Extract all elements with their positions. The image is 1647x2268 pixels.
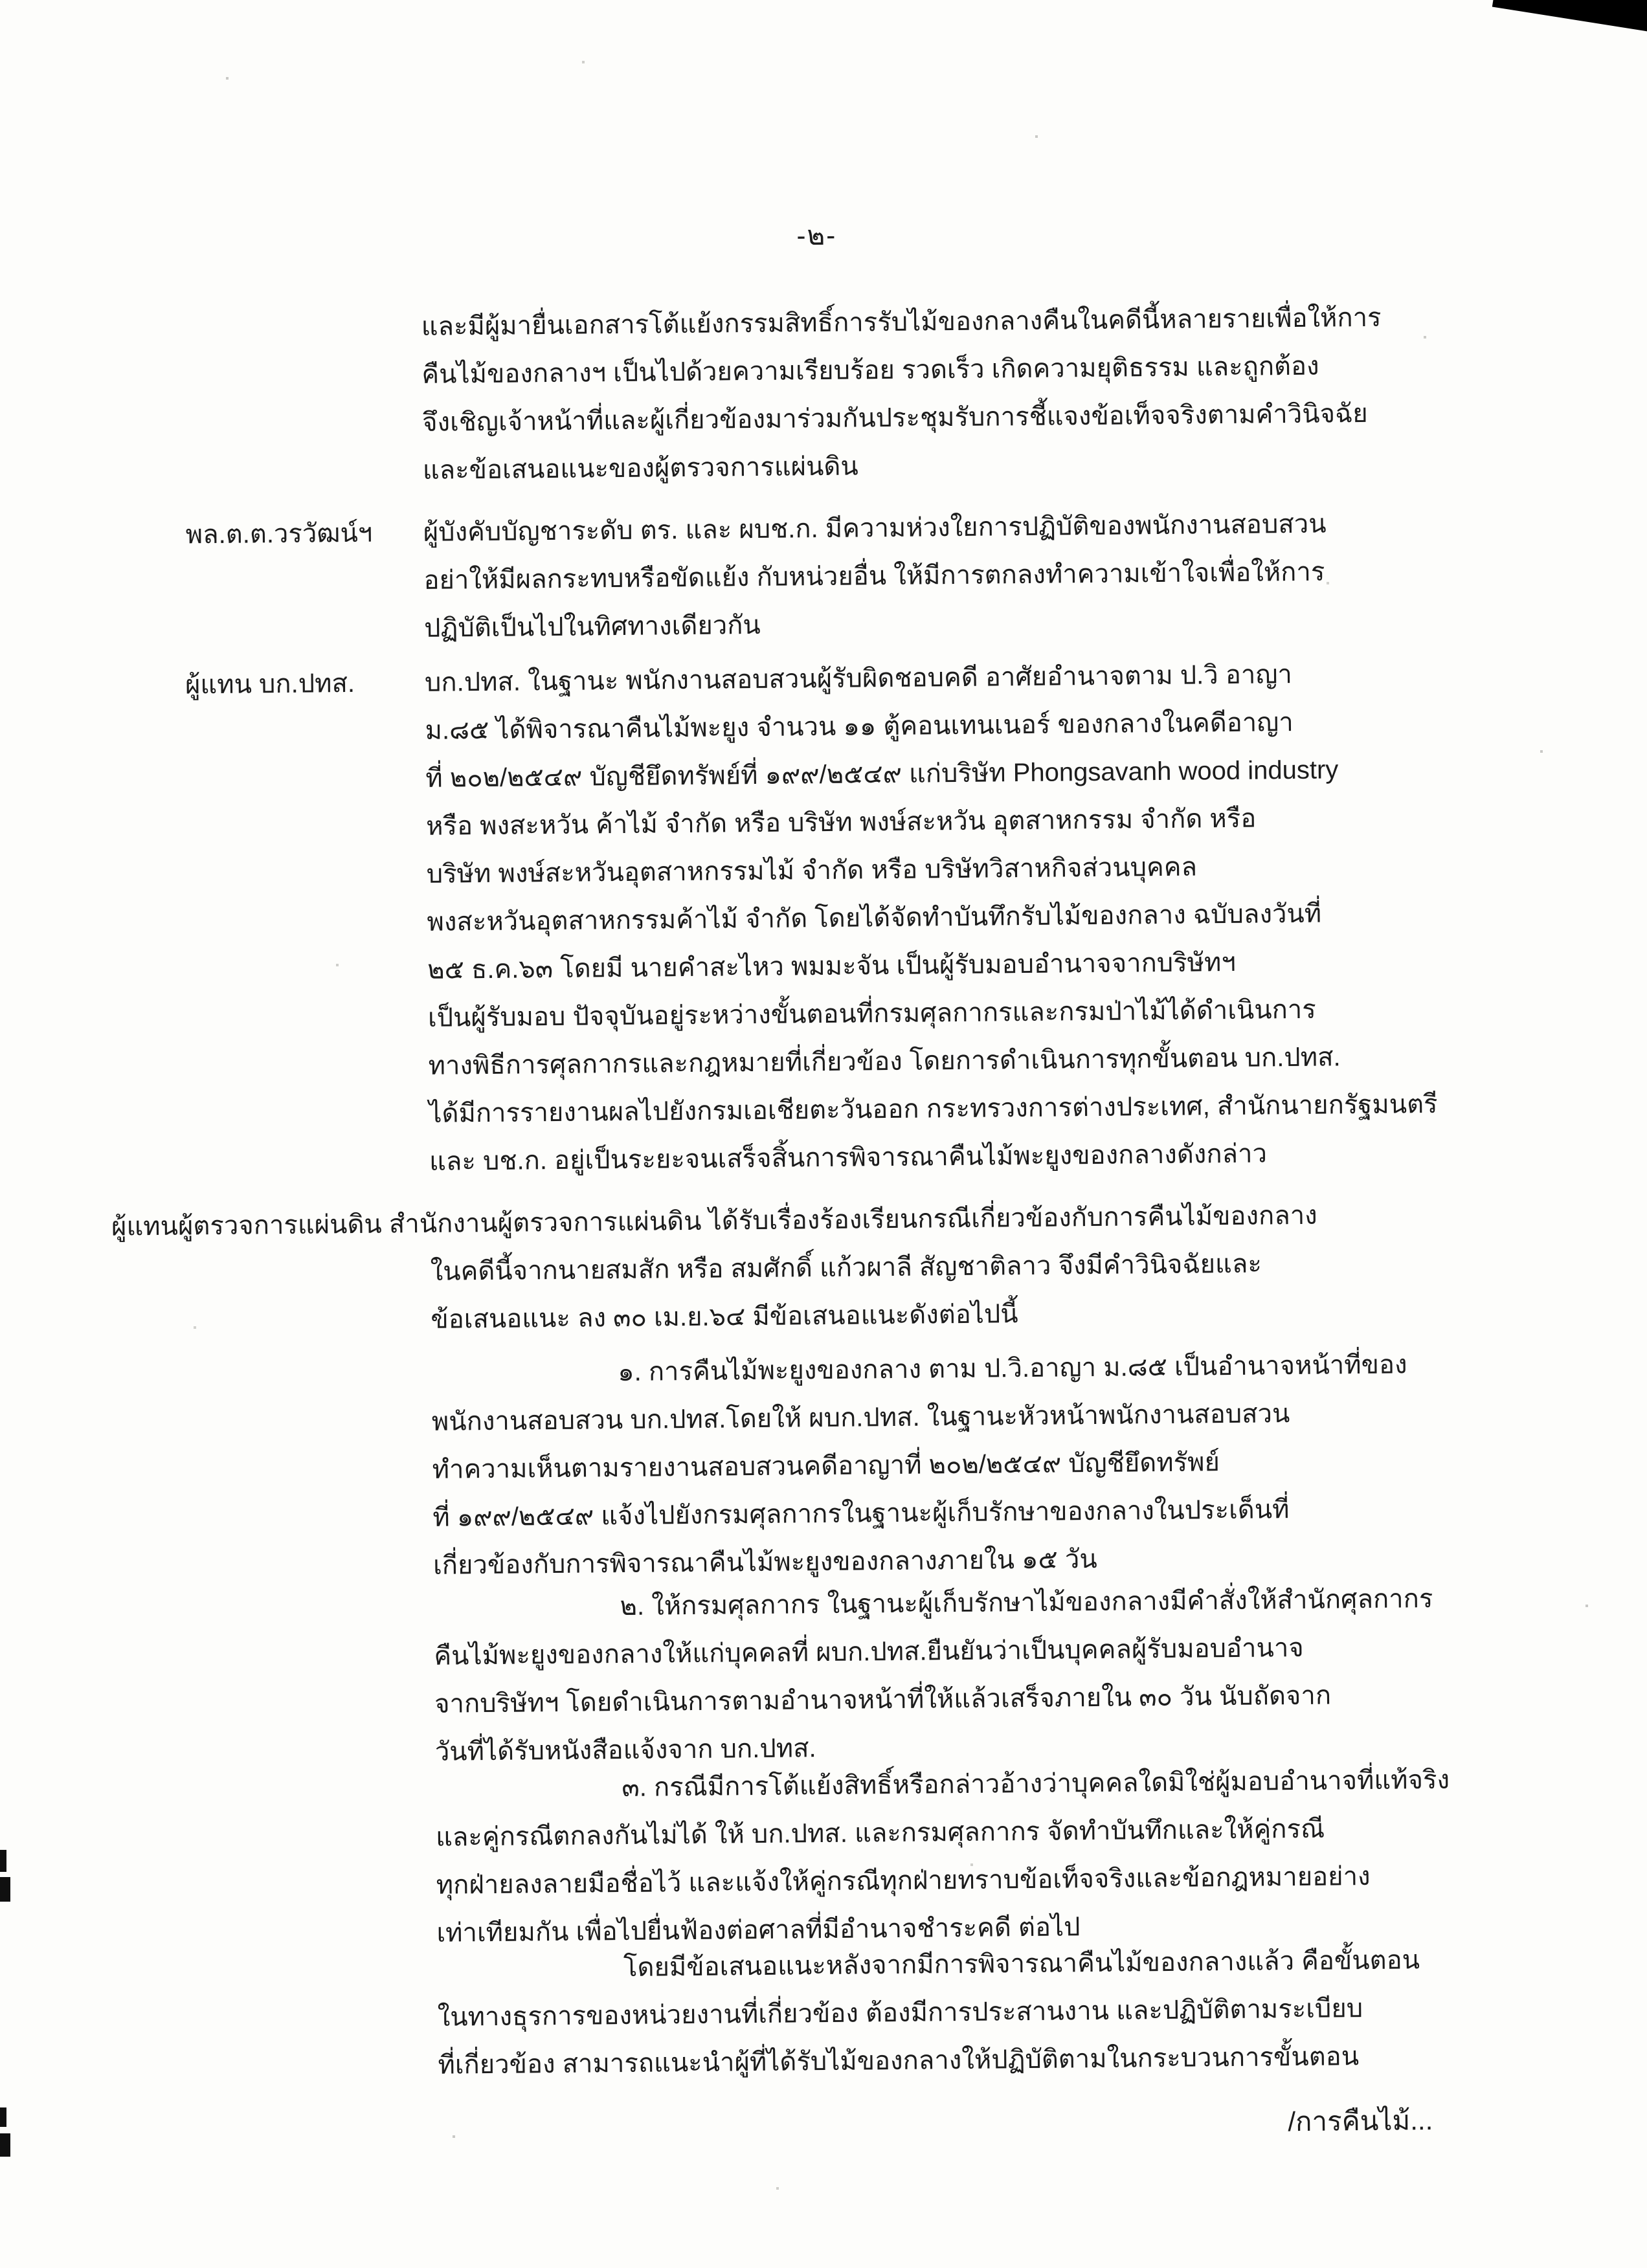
recommendation-item-1: ๑. การคืนไม้พะยูงของกลาง ตาม ป.วิ.อาญา ม.๘๕ เป็นอำนาจหน้าที่ของ พนักงานสอบสวน บก.ปทส.โดยให้ ผบก.ปทส. ในฐานะหัวหน้าพนักงานสอบสวน ทำความเห็นตามรายงานสอบสวนคดีอาญาที่ ๒๐๒/๒๕๔๙ บัญชียึดทรัพย์ ที่ ๑๙๙/๒๕๔๙ แจ้งไปยังกรมศุลกากรในฐานะผู้เก็บรักษาของกลางในประเด็นที่ เกี่ยวข้องกับการพิจารณาคืนไม้พะยูงของกลางภายใน ๑๕ วัน — [431, 1350, 1407, 1580]
scan-artifact-left-edge — [0, 2133, 10, 2157]
continuation-marker: /การคืนไม้... — [1288, 2105, 1433, 2137]
scan-speckles — [0, 0, 1, 1]
page-number: -๒- — [796, 219, 837, 251]
speaker-label-nred-representative: ผู้แทน บก.ปทส. — [185, 669, 355, 700]
speaker-label-pol-maj-gen-worawat: พล.ต.ต.วรวัฒน์ฯ — [185, 518, 373, 550]
paragraph-pol-maj-gen-worawat: ผู้บังคับบัญชาระดับ ตร. และ ผบช.ก. มีความห่วงใยการปฏิบัติของพนักงานสอบสวน อย่าให้มีผลกระทบหรือขัดแย้ง กับหน่วยอื่น ให้มีการตกลงทำความเข้าใจเพื่อให้การ ปฏิบัติเป็นไปในทิศทางเดียวกัน — [423, 509, 1327, 643]
ombudsman-intro-text: สำนักงานผู้ตรวจการแผ่นดิน ได้รับเรื่องร้องเรียนกรณีเกี่ยวข้องกับการคืนไม้ของกลาง ในคดีนี้จากนายสมสัก หรือ สมศักดิ์ แก้วผาลี สัญชาติลาว จึงมีคำวินิจฉัยและ ข้อเสนอแนะ ลง ๓๐ เม.ย.๖๔ มีข้อเสนอแนะดังต่อไปนี้ — [388, 1201, 1317, 1334]
paragraph-ombudsman-intro — [111, 1190, 1518, 1347]
recommendation-item-3: ๓. กรณีมีการโต้แย้งสิทธิ์หรือกล่าวอ้างว่าบุคคลใดมิใช่ผู้มอบอำนาจที่แท้จริง และคู่กรณีตกลงกันไม่ได้ ให้ บก.ปทส. และกรมศุลกากร จัดทำบันทึกและให้คู่กรณี ทุกฝ่ายลงลายมือชื่อไว้ และแจ้งให้คู่กรณีทุกฝ่ายทราบข้อเท็จจริงและข้อกฎหมายอย่าง เท่าเทียมกัน เพื่อไปยื่นฟ้องต่อศาลที่มีอำนาจชำระคดี ต่อไป — [435, 1765, 1450, 1948]
speaker-label-ombudsman-representative: ผู้แทนผู้ตรวจการแผ่นดิน — [111, 1210, 382, 1241]
scan-artifact-left-edge — [0, 2107, 6, 2127]
paragraph-continuation: และมีผู้มายื่นเอกสารโต้แย้งกรรมสิทธิ์การรับไม้ของกลางคืนในคดีนี้หลายรายเพื่อให้การ คืนไม้ของกลางฯ เป็นไปด้วยความเรียบร้อย รวดเร็ว เกิดความยุติธรรม และถูกต้อง จึงเชิญเจ้าหน้าที่และผู้เกี่ยวข้องมาร่วมกันประชุมรับการชี้แจงข้อเท็จจริงตามคำวินิจฉัย และข้อเสนอแนะของผู้ตรวจการแผ่นดิน — [421, 303, 1382, 485]
paragraph-closing-recommendation: โดยมีข้อเสนอแนะหลังจากมีการพิจารณาคืนไม้ของกลางแล้ว คือขั้นตอน ในทางธุรการของหน่วยงานที่เกี่ยวข้อง ต้องมีการประสานงาน และปฏิบัติตามระเบียบ ที่เกี่ยวข้อง สามารถแนะนำผู้ที่ได้รับไม้ของกลางให้ปฏิบัติตามในกระบวนการขั้นตอน — [437, 1946, 1420, 2080]
scan-artifact-left-edge — [0, 1850, 6, 1872]
paragraph-nred-representative: บก.ปทส. ในฐานะ พนักงานสอบสวนผู้รับผิดชอบคดี อาศัยอำนาจตาม ป.วิ อาญา ม.๘๕ ได้พิจารณาคืนไม้พะยูง จำนวน ๑๑ ตู้คอนเทนเนอร์ ของกลางในคดีอาญา ที่ ๒๐๒/๒๕๔๙ บัญชียึดทรัพย์ที่ ๑๙๙/๒๕๔๙ แก่บริษัท Phongsavanh wood industry หรือ พงสะหวัน ค้าไม้ จำกัด หรือ บริษัท พงษ์สะหวัน อุตสาหกรรม จำกัด หรือ บริษัท พงษ์สะหวันอุตสาหกรรมไม้ จำกัด หรือ บริษัทวิสาหกิจส่วนบุคคล พงสะหวันอุตสาหกรรมค้าไม้ จำกัด โดยได้จัดทำบันทึกรับไม้ของกลาง ฉบับลงวันที่ ๒๕ ธ.ค.๖๓ โดยมี นายคำสะไหว พมมะจัน เป็นผู้รับมอบอำนาจจากบริษัทฯ เป็นผู้รับมอบ ปัจจุบันอยู่ระหว่างขั้นตอนที่กรมศุลกากรและกรมป่าไม้ได้ดำเนินการ ทางพิธีการศุลกากรและกฎหมายที่เกี่ยวข้อง โดยการดำเนินการทุกขั้นตอน บก.ปทส. ได้มีการรายงานผลไปยังกรมเอเชียตะวันออก กระทรวงการต่างประเทศ, สำนักนายกรัฐมนตรี และ บช.ก. อยู่เป็นระยะจนเสร็จสิ้นการพิจารณาคืนไม้พะยูงของกลางดังกล่าว — [424, 660, 1438, 1176]
recommendation-item-2: ๒. ให้กรมศุลกากร ในฐานะผู้เก็บรักษาไม้ของกลางมีคำสั่งให้สำนักศุลกากร คืนไม้พะยูงของกลางให้แก่บุคคลที่ ผบก.ปทส.ยืนยันว่าเป็นบุคคลผู้รับมอบอำนาจ จากบริษัทฯ โดยดำเนินการตามอำนาจหน้าที่ให้แล้วเสร็จภายใน ๓๐ วัน นับถัดจาก วันที่ได้รับหนังสือแจ้งจาก บก.ปทส. — [434, 1584, 1433, 1766]
